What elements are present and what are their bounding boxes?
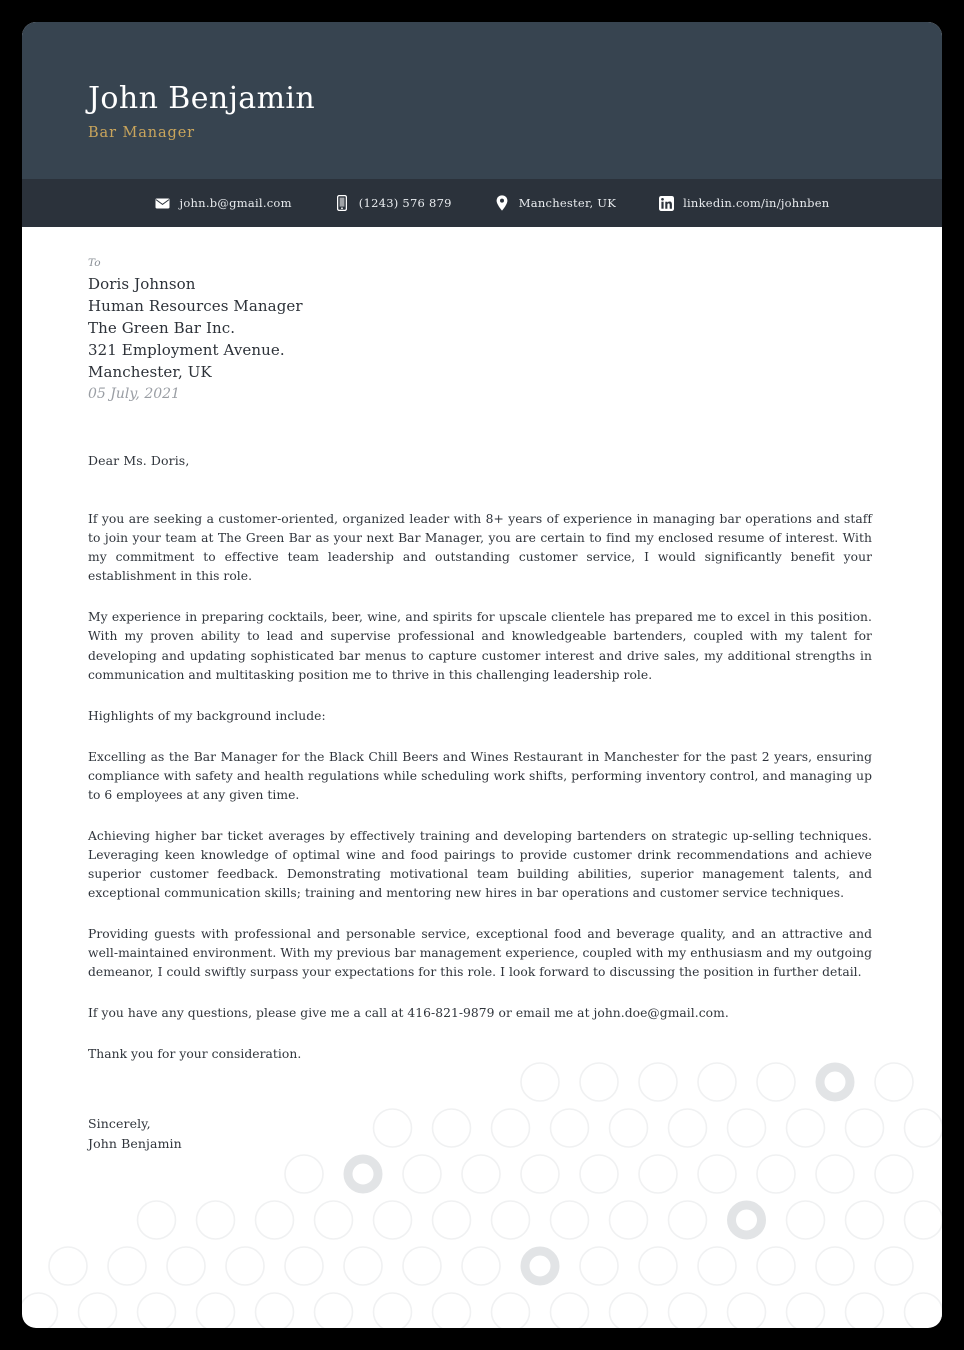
applicant-job-title: Bar Manager	[88, 124, 196, 141]
recipient-company: The Green Bar Inc.	[88, 319, 236, 338]
contact-bar	[22, 179, 942, 227]
recipient-city: Manchester, UK	[88, 363, 212, 382]
recipient-name: Doris Johnson	[88, 275, 196, 293]
contact-item-linkedin[interactable]	[658, 195, 829, 211]
ring-pattern	[22, 1048, 942, 1328]
letter-paragraph: Providing guests with professional and personable service, exceptional food and beverage quality, and an attractive and well-maintained environment. With my previous bar management experience, coupled with my enthusiasm and my outgoing demeanor, I could swiftly surpass your expectations for this role. I look forward to discussing the position in further detail.	[88, 926, 872, 980]
contact-email-text: john.b@gmail.com	[179, 196, 292, 210]
letter-paragraph: If you are seeking a customer-oriented, organized leader with 8+ years of experience in managing bar operations and staff to join your team at The Green Bar as your next Bar Manager, you are certain to find my enclosed resume of interest. With my commitment to effective team leadership and outstanding customer service, I would significantly benefit your establishment in this role.	[88, 512, 872, 584]
applicant-name: John Benjamin	[88, 81, 316, 116]
letter-header	[22, 22, 942, 179]
letter-date: 05 July, 2021	[88, 386, 180, 403]
letter-body	[22, 227, 942, 1328]
envelope-icon	[155, 195, 171, 211]
contact-linkedin-text: linkedin.com/in/johnben	[683, 196, 830, 210]
letter-paragraph: My experience in preparing cocktails, beer, wine, and spirits for upscale clientele has prepared me to excel in this position. With my proven ability to lead and supervise professional and knowledgeable bartenders, coupled with my talent for developing and updating sophisticated bar menus to capture customer interest and drive sales, my additional strengths in communication and multitasking position me to thrive in this challenging leadership role.	[88, 610, 872, 682]
sign-off: Sincerely,	[88, 1116, 151, 1132]
recipient-title: Human Resources Manager	[88, 297, 303, 316]
salutation: Dear Ms. Doris,	[88, 453, 190, 469]
linkedin-icon	[658, 195, 674, 211]
recipient-street: 321 Employment Avenue.	[88, 341, 285, 360]
recipient-block	[88, 273, 872, 383]
to-label: To	[88, 257, 101, 269]
signature-name: John Benjamin	[88, 1135, 182, 1151]
location-pin-icon	[494, 195, 510, 211]
mobile-phone-icon	[334, 195, 350, 211]
letter-paragraph-contact: If you have any questions, please give me a call at 416-821-9879 or email me at john.doe@gmail.com.	[88, 1006, 729, 1021]
letter-paragraph: Achieving higher bar ticket averages by effectively training and developing bartenders on strategic up-selling techniques. Leveraging keen knowledge of optimal wine and food pairings to provide customer drink recommendations and achieve superior customer feedback. Demonstrating motivational team building abilities, superior management talents, and exceptional communication skills; training and mentoring new hires in bar operations and customer service techniques.	[88, 828, 872, 900]
contact-item-phone[interactable]	[334, 195, 452, 211]
contact-item-email[interactable]	[155, 195, 292, 211]
contact-location-text: Manchester, UK	[518, 196, 617, 210]
contact-item-location[interactable]	[494, 195, 616, 211]
contact-phone-text: (1243) 576 879	[358, 196, 452, 210]
letter-page	[22, 22, 942, 1328]
letter-paragraph-highlights-intro: Highlights of my background include:	[88, 708, 326, 723]
letter-paragraph-thanks: Thank you for your consideration.	[88, 1047, 302, 1062]
letter-paragraph: Excelling as the Bar Manager for the Black Chill Beers and Wines Restaurant in Manchester for the past 2 years, ensuring compliance with safety and health regulations while scheduling work shifts, performing inventory control, and managing up to 6 employees at any given time.	[88, 749, 872, 802]
signature-block	[88, 1114, 872, 1153]
